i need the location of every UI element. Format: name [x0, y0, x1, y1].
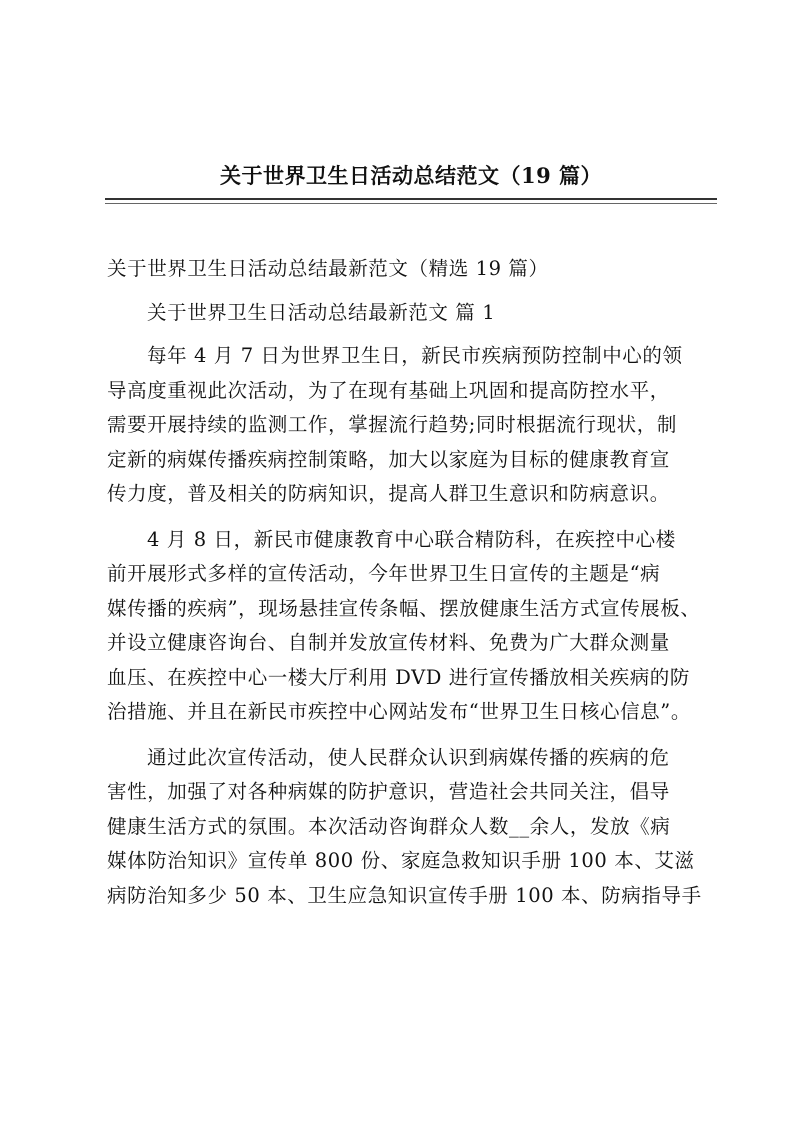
paragraph-line: 导高度重视此次活动，为了在现有基础上巩固和提高防控水平，: [107, 378, 670, 402]
document-subtitle: 关于世界卫生日活动总结最新范文（精选 19 篇）: [107, 257, 549, 280]
paragraph-line: 通过此次宣传活动，使人民群众认识到病媒传播的疾病的危: [147, 745, 670, 769]
section-heading: 关于世界卫生日活动总结最新范文 篇 1: [147, 300, 496, 324]
paragraph-line: 媒传播的疾病”，现场悬挂宣传条幅、摆放健康生活方式宣传展板、: [107, 596, 701, 620]
paragraph-line: 前开展形式多样的宣传活动，今年世界卫生日宣传的主题是“病: [107, 562, 661, 585]
paragraph-line: 血压、在疾控中心一楼大厅利用 DVD 进行宣传播放相关疾病的防: [107, 665, 691, 689]
paragraph-line: 健康生活方式的氛围。本次活动咨询群众人数__余人，发放《病: [107, 814, 671, 838]
paragraph-line: 害性，加强了对各种病媒的防护意识，营造社会共同关注，倡导: [107, 780, 670, 803]
paragraph-line: 定新的病媒传播疾病控制策略，加大以家庭为目标的健康教育宣: [107, 447, 670, 471]
paragraph-line: 并设立健康咨询台、自制并发放宣传材料、免费为广大群众测量: [107, 631, 670, 654]
document-title: 关于世界卫生日活动总结范文（19 篇）: [219, 163, 603, 188]
document-body: [107, 252, 717, 924]
title-underline-thin: [105, 203, 717, 204]
paragraph-line: 每年 4 月 7 日为世界卫生日，新民市疾病预防控制中心的领: [147, 344, 683, 367]
title-underline-thick: [105, 198, 717, 200]
paragraph-line: 传力度，普及相关的防病知识，提高人群卫生意识和防病意识。: [107, 482, 670, 505]
paragraph-3: [107, 741, 717, 914]
paragraph-1: [107, 339, 717, 512]
paragraph-line: 病防治知多少 50 本、卫生应急知识宣传手册 100 本、防病指导手: [107, 883, 702, 907]
paragraph-line: 治措施、并且在新民市疾控中心网站发布“世界卫生日核心信息”。: [107, 700, 691, 723]
paragraph-line: 媒体防治知识》宣传单 800 份、家庭急救知识手册 100 本、艾滋: [107, 849, 695, 872]
paragraph-line: 4 月 8 日，新民市健康教育中心联合精防科，在疾控中心楼: [147, 527, 676, 551]
paragraph-2: [107, 523, 717, 730]
paragraph-line: 需要开展持续的监测工作，掌握流行趋势;同时根据流行现状，制: [107, 413, 677, 436]
